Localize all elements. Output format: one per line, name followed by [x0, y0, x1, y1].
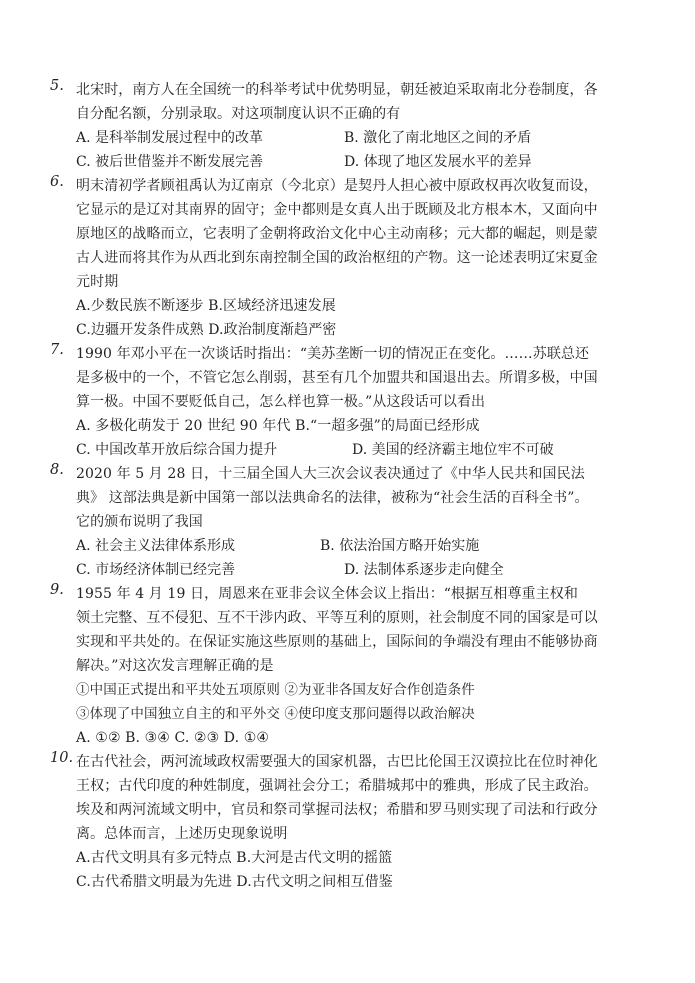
question-10 [50, 750, 636, 894]
question-stem-line: 明末清初学者顾祖禹认为辽南京（今北京）是契丹人担心被中原政权再次收复而设， [76, 178, 598, 194]
question-7 [50, 342, 636, 462]
option-row [76, 150, 636, 174]
option-c: C. 被后世借鉴并不断发展完善 [76, 154, 264, 170]
question-5 [50, 78, 636, 174]
question-number: 6. [50, 174, 64, 190]
statement-row: ③体现了中国独立自主的和平外交 ④使印度支那问题得以政治解决 [76, 706, 475, 722]
question-8 [50, 462, 636, 582]
question-stem-line: 古人进而将其作为从西北到东南控制全国的政治枢纽的产物。这一论述表明辽宋夏金 [76, 250, 598, 266]
option-d: D. 美国的经济霸主地位牢不可破 [352, 442, 554, 458]
option-row [76, 126, 636, 150]
option-a: A. 社会主义法律体系形成 [76, 538, 236, 554]
question-stem-line: 1990 年邓小平在一次谈话时指出：“美苏垄断一切的情况正在变化。……苏联总还 [76, 346, 590, 362]
question-stem-line: 元时期 [76, 274, 119, 290]
option-row: A. 多极化萌发于 20 世纪 90 年代 B.“一超多强”的局面已经形成 [76, 418, 480, 434]
question-stem-line: 实现和平共处的。在保证实施这些原则的基础上，国际间的争端没有理由不能够协商 [76, 634, 598, 650]
option-row [76, 438, 636, 462]
option-d: D. 体现了地区发展水平的差异 [344, 154, 532, 170]
option-row [76, 558, 636, 582]
question-number: 9. [50, 582, 64, 598]
question-stem-line: 算一极。中国不要贬低自己，怎么样也算一极。”从这段话可以看出 [76, 394, 486, 410]
statement-row: ①中国正式提出和平共处五项原则 ②为亚非各国友好合作创造条件 [76, 682, 475, 698]
option-row: C.古代希腊文明最为先进 D.古代文明之间相互借鉴 [76, 874, 393, 890]
option-b: B. 激化了南北地区之间的矛盾 [344, 130, 532, 146]
question-stem-line: 王权；古代印度的种姓制度，强调社会分工；希腊城邦中的雅典，形成了民主政治。 [76, 778, 598, 794]
question-number: 5. [50, 78, 64, 94]
question-stem-line: 原地区的战略而立，它表明了金朝将政治文化中心主动南移；元大都的崛起，则是蒙 [76, 226, 598, 242]
question-stem-line: 解决。”对这次发言理解正确的是 [76, 658, 274, 674]
question-number: 7. [50, 342, 64, 358]
question-stem-line: 1955 年 4 月 19 日，周恩来在亚非会议全体会议上指出：“根据互相尊重主权和 [76, 586, 578, 602]
question-stem-line: 它的颁布说明了我国 [76, 514, 203, 530]
option-c: C. 市场经济体制已经完善 [76, 562, 236, 578]
question-stem-line: 在古代社会，两河流域政权需要强大的国家机器，古巴比伦国王汉谟拉比在位时神化 [76, 754, 598, 770]
option-row: A.少数民族不断逐步 B.区域经济迅速发展 [76, 298, 336, 314]
question-stem-line: 埃及和两河流域文明中，官员和祭司掌握司法权；希腊和罗马则实现了司法和行政分 [76, 802, 598, 818]
question-stem-line: 领土完整、互不侵犯、互不干涉内政、平等互利的原则，社会制度不同的国家是可以 [76, 610, 598, 626]
option-row [76, 534, 636, 558]
question-stem-line: 典》 这部法典是新中国第一部以法典命名的法律，被称为“社会生活的百科全书”。 [76, 490, 589, 506]
option-c: C. 中国改革开放后综合国力提升 [76, 442, 278, 458]
option-row: A. ①② B. ③④ C. ②③ D. ①④ [76, 730, 269, 746]
option-b: B. 依法治国方略开始实施 [320, 538, 480, 554]
question-6 [50, 174, 636, 342]
option-d: D. 法制体系逐步走向健全 [344, 562, 504, 578]
question-stem-line: 2020 年 5 月 28 日，十三届全国人大三次会议表决通过了《中华人民共和国民法 [76, 466, 585, 482]
question-number: 10. [50, 750, 74, 766]
option-row: C.边疆开发条件成熟 D.政治制度渐趋严密 [76, 322, 337, 338]
question-stem-line: 是多极中的一个，不管它怎么削弱，甚至有几个加盟共和国退出去。所谓多极，中国 [76, 370, 598, 386]
question-9 [50, 582, 636, 750]
question-stem-line: 离。总体而言，上述历史现象说明 [76, 826, 288, 842]
question-number: 8. [50, 462, 64, 478]
option-row: A.古代文明具有多元特点 B.大河是古代文明的摇篮 [76, 850, 393, 866]
question-stem-line: 自分配名额，分别录取。对这项制度认识不正确的有 [76, 106, 401, 122]
option-a: A. 是科举制发展过程中的改革 [76, 130, 264, 146]
question-stem-line: 它显示的是辽对其南界的固守；金中都则是女真人出于既顾及北方根本木，又面向中 [76, 202, 598, 218]
question-stem-line: 北宋时，南方人在全国统一的科举考试中优势明显，朝廷被迫采取南北分卷制度，各 [76, 82, 598, 98]
